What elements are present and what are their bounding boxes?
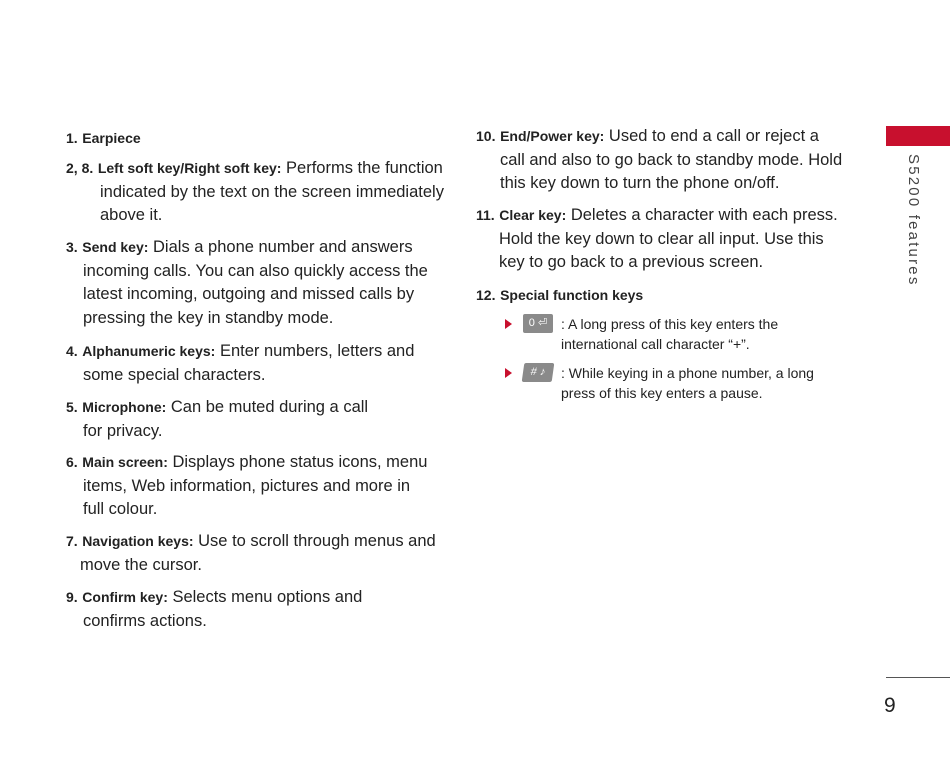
item-number: 1. bbox=[66, 130, 78, 146]
item-key-name: Special function keys bbox=[500, 287, 644, 303]
item-number: 11. bbox=[476, 207, 495, 223]
item-description: Enter numbers, letters and some special characters. bbox=[83, 342, 415, 384]
item-key-name: Clear key: bbox=[499, 207, 567, 223]
page-number-divider bbox=[886, 677, 950, 678]
list-item bbox=[66, 530, 440, 577]
bullet-arrow-icon bbox=[505, 368, 512, 378]
section-side-label: S5200 features bbox=[905, 154, 922, 287]
item-description: Use to scroll through menus and move the cursor. bbox=[80, 532, 436, 574]
side-tab-accent-bar bbox=[886, 126, 950, 146]
special-key-description: : A long press of this key enters the international call character “+”. bbox=[561, 316, 779, 352]
list-item bbox=[66, 451, 428, 522]
list-item bbox=[66, 157, 444, 228]
list-item bbox=[66, 340, 444, 387]
item-key-name: End/Power key: bbox=[500, 128, 605, 144]
item-number: 5. bbox=[66, 399, 78, 415]
item-number: 4. bbox=[66, 343, 78, 359]
list-item bbox=[66, 586, 428, 633]
list-item bbox=[476, 204, 848, 275]
item-key-name: Send key: bbox=[82, 239, 149, 255]
list-item bbox=[66, 127, 141, 151]
item-key-name: Confirm key: bbox=[82, 589, 168, 605]
list-item bbox=[66, 236, 444, 330]
item-key-name: Alphanumeric keys: bbox=[82, 343, 216, 359]
item-description: Performs the function indicated by the text on the screen immediately above it. bbox=[100, 159, 444, 224]
item-description: Can be muted during a call for privacy. bbox=[83, 398, 369, 440]
item-description: Dials a phone number and answers incoming calls. You can also quickly access the latest incoming, outgoing and missed calls by pressing the key in standby mode. bbox=[83, 238, 428, 327]
item-number: 2, 8. bbox=[66, 160, 94, 176]
item-number: 10. bbox=[476, 128, 496, 144]
item-number: 9. bbox=[66, 589, 78, 605]
item-key-name: Earpiece bbox=[82, 130, 141, 146]
item-key-name: Main screen: bbox=[82, 454, 168, 470]
page-number: 9 bbox=[884, 694, 896, 717]
zero-key-icon: 0 ⏎ bbox=[523, 314, 553, 333]
item-key-name: Navigation keys: bbox=[82, 533, 194, 549]
item-number: 12. bbox=[476, 287, 496, 303]
special-key-description: : While keying in a phone number, a long press of this key enters a pause. bbox=[561, 365, 814, 401]
item-number: 6. bbox=[66, 454, 78, 470]
list-item bbox=[476, 284, 643, 308]
item-number: 7. bbox=[66, 533, 78, 549]
item-description: Selects menu options and confirms actions. bbox=[83, 588, 363, 630]
bullet-arrow-icon bbox=[505, 319, 512, 329]
list-item bbox=[66, 396, 383, 443]
item-description: Used to end a call or reject a call and also to go back to standby mode. Hold this key down to turn the phone on/off. bbox=[500, 127, 843, 192]
hash-key-icon: # ♪ bbox=[522, 363, 555, 382]
item-description: Displays phone status icons, menu items, Web information, pictures and more in full colour. bbox=[83, 453, 428, 518]
item-key-name: Left soft key/Right soft key: bbox=[97, 160, 282, 176]
item-key-name: Microphone: bbox=[82, 399, 167, 415]
list-item bbox=[476, 125, 848, 196]
item-description: Deletes a character with each press. Hold the key down to clear all input. Use this key to go back to a previous screen. bbox=[499, 206, 838, 271]
item-number: 3. bbox=[66, 239, 78, 255]
